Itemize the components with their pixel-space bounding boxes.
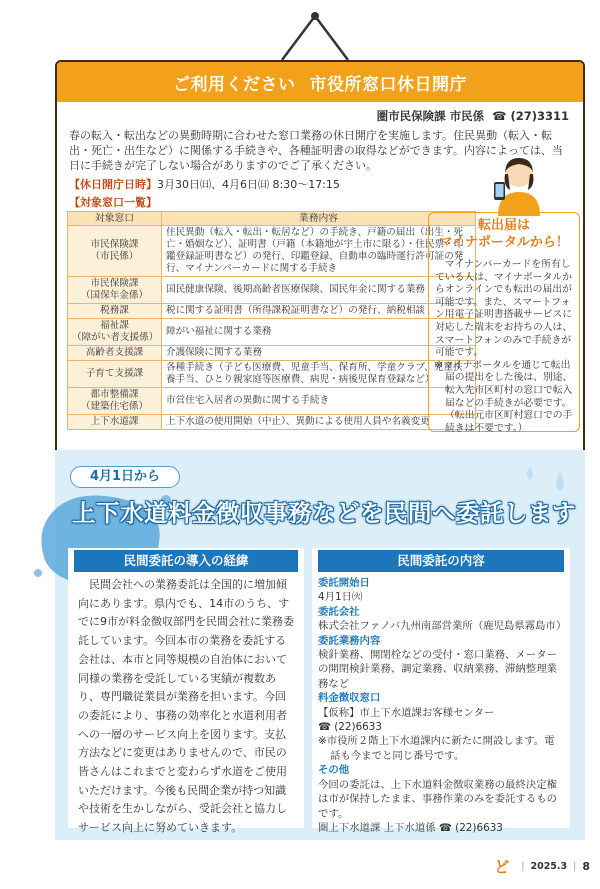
- work-content-cell: 介護保険に関する業務: [162, 346, 476, 361]
- table-row: [68, 361, 476, 388]
- side-body-text: マイナンバーカードを所有している人は、マイナポータルからオンラインでも転出の届出が可能です。また、スマートフォン用電子証明書搭載サービスに対応した端末をお持ちの人は、スマートフォンのみで手続きが可能です。: [435, 259, 573, 359]
- left-column-body: 民間会社への業務委託は全国的に増加傾向にあります。県内でも、14市のうち、すでに9市が料金徴収部門を民間会社に業務委託しています。今回本市の業務を委託する会社は、本市と同等規模の自治体において同様の業務を受託している実績が複数あり、専門職従業員が業務を担います。今回の委託により、事務の効率化と水道利用者への一層のサービス向上を図ります。支払方法などに変更はありませんので、市民の皆さんはこれまでと変わらず水道をご使用いただけます。今後も民間企業が持つ知識や技術を生かしながら、受託会社と協力しサービス向上に努めていきます。: [78, 578, 294, 835]
- start-value: 4月1日㈫: [318, 591, 363, 604]
- left-column-heading: 民間委託の導入の経緯: [74, 550, 298, 572]
- work-label: 委託業務内容: [318, 634, 381, 647]
- notice-title-part1: ご利用ください: [173, 74, 296, 95]
- footer-divider: |: [521, 861, 525, 872]
- other-label: その他: [318, 764, 350, 777]
- work-content-cell: 税に関する証明書（所得課税証明書など）の発行、納税相談: [162, 304, 476, 319]
- window-label: 料金徴収窓口: [318, 692, 381, 705]
- other-value: 今回の委託は、上下水道料金徴収業務の最終決定権は市が保持したまま、事務作業のみを委託するものです。: [318, 778, 557, 820]
- window-name-cell: 高齢者支援課: [68, 346, 162, 361]
- right-column: [312, 548, 570, 834]
- window-phone: ☎ (22)6633: [318, 721, 383, 734]
- table-row: [68, 226, 476, 277]
- side-body: [435, 259, 573, 435]
- notice-title: [57, 62, 583, 102]
- table-row: [68, 319, 476, 346]
- work-content-cell: 上下水道の使用開始（中止）、異動による使用人員や名義変更: [162, 415, 476, 430]
- table-header: 対象窓口: [68, 212, 162, 226]
- company-value: 株式会社ファノバ九州南部営業所（鹿児島県霧島市）: [318, 620, 567, 633]
- contact-phone: ☎ (27)3311: [492, 109, 569, 123]
- table-row: [68, 304, 476, 319]
- side-heading: [435, 217, 573, 251]
- notice-contact: [57, 102, 583, 124]
- work-content-cell: 住民異動（転入・転出・転居など）の手続き、戸籍の届出（出生・死亡・婚姻など）、証明書（戸籍（本籍地が宇土市に限る）・住民票・印鑑登録証明書など）の発行、印鑑登録、自動車の臨時運行許可証の発行、マイナンバーカードに関する手続き: [162, 226, 476, 277]
- window-name-cell: 都市整備課 （建築住宅係）: [68, 388, 162, 415]
- work-content-cell: 障がい福祉に関する業務: [162, 319, 476, 346]
- window-value: 【仮称】市上下水道課お客様センター: [318, 706, 495, 719]
- work-content-cell: 各種手続き（子ども医療費、児童手当、保育所、学童クラブ、児童扶養手当、ひとり親家庭等医療費、病児・病後児保育登録など）: [162, 361, 476, 388]
- table-row: [68, 388, 476, 415]
- window-name-cell: 税務課: [68, 304, 162, 319]
- right-column-heading: 民間委託の内容: [318, 550, 564, 572]
- myna-portal-box: [428, 212, 580, 432]
- window-name-cell: 福祉課 （障がい者支援係）: [68, 319, 162, 346]
- hours-label: 【休日開庁日時】: [69, 178, 157, 191]
- table-row: [68, 346, 476, 361]
- hours-value: 3月30日㈰、4月6日㈰ 8:30～17:15: [157, 178, 340, 191]
- notice-title-part2: 市役所窓口休日開庁: [309, 74, 467, 95]
- footer-divider: |: [573, 861, 577, 872]
- side-heading-line2: マイナポータルから！: [439, 235, 569, 250]
- work-value: 検針業務、開閉栓などの受付・窓口業務、メーター の開閉検針業務、調定業務、収納業務、滞納整理業務など: [318, 649, 557, 690]
- company-label: 委託会社: [318, 605, 360, 618]
- window-note: ※市役所２階上下水道課内に新たに開設します。電話も今までと同じ番号です。: [318, 735, 555, 762]
- notice-intro: 春の転入・転出などの異動時期に合わせた窓口業務の休日開庁を実施します。住民異動（転入・転出・死亡・出生など）に関係する手続きや、各種証明書の取得などができます。内容によっては、当日に手続きが完了しない場合がありますのでご了承ください。: [69, 129, 563, 172]
- city-logo: ど: [494, 858, 510, 876]
- start-label: 委託開始日: [318, 577, 370, 589]
- right-column-body: [312, 572, 570, 835]
- page-number: 8: [582, 860, 590, 873]
- table-header: 業務内容: [162, 212, 476, 226]
- water-headline: 上下水道料金徴収事務などを民間へ委託します: [72, 499, 576, 527]
- work-content-cell: 市営住宅入居者の異動に関する手続き: [162, 388, 476, 415]
- window-name-cell: 上下水道課: [68, 415, 162, 430]
- side-note: ※マイナポータルを通じて転出届の提出をした後は、別途、転入先市区町村の窓口で転入届などの手続きが必要です。（転出元市区町村窓口での手続きは不要です。）: [435, 359, 573, 434]
- work-content-cell: 国民健康保険、後期高齢者医療保険、国民年金に関する業務: [162, 277, 476, 304]
- window-name-cell: 市民保険課 （国保年金係）: [68, 277, 162, 304]
- side-heading-line1: 転出届は: [477, 218, 530, 233]
- issue-date: 2025.3: [530, 861, 568, 872]
- water-contact: 圏上下水道課 上下水道係 ☎ (22)6633: [318, 821, 503, 834]
- window-name-cell: 市民保険課 （市民係）: [68, 226, 162, 277]
- date-tag: 4月1日から: [70, 466, 180, 488]
- left-column: [68, 548, 304, 835]
- table-row: [68, 415, 476, 430]
- target-windows-table: [67, 211, 476, 430]
- person-with-phone-icon: [488, 152, 550, 216]
- page-footer: [494, 856, 590, 877]
- contact-dept: 圏市民保険課 市民係: [376, 109, 485, 123]
- table-row: [68, 277, 476, 304]
- list-label: 【対象窓口一覧】: [69, 196, 157, 209]
- window-name-cell: 子育て支援課: [68, 361, 162, 388]
